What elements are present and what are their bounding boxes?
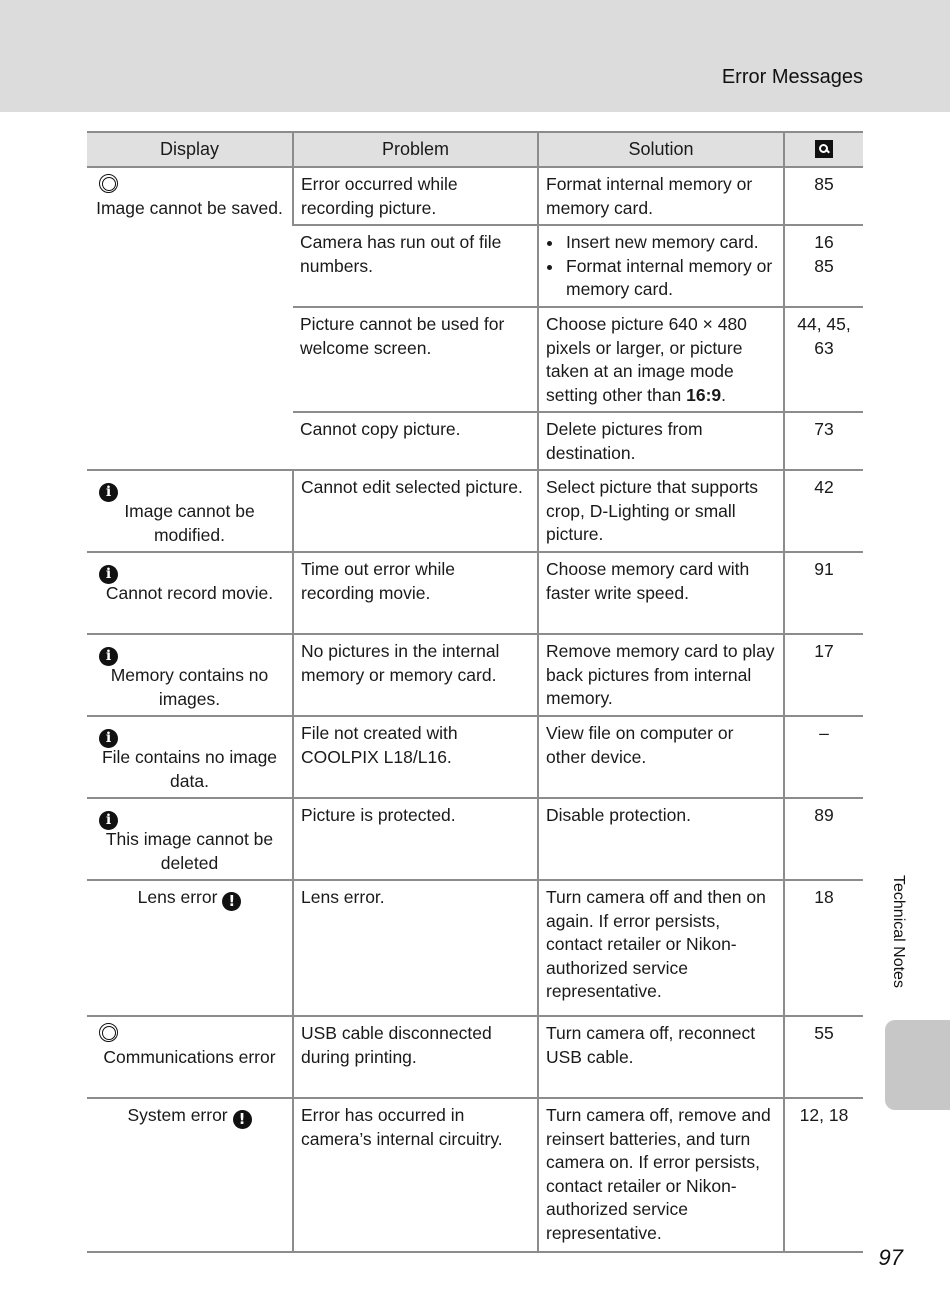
display-cell <box>87 470 293 552</box>
display-message: Cannot record movie. <box>105 583 274 603</box>
solution-cell: Remove memory card to play back pictures from internal memory. <box>538 634 784 716</box>
solution-text-end: . <box>721 384 727 405</box>
solution-cell: Choose memory card with faster write speed. <box>538 552 784 634</box>
table-row <box>87 470 863 552</box>
warning-circle-icon <box>99 1023 118 1042</box>
problem-cell: File not created with COOLPIX L18/L16. <box>293 716 538 798</box>
problem-cell: Cannot copy picture. <box>293 412 538 470</box>
problem-cell: Picture cannot be used for welcome screen. <box>293 307 538 412</box>
image-mode-value: 16:9 <box>686 384 722 405</box>
display-cell <box>87 167 293 470</box>
solution-cell <box>538 225 784 307</box>
page-cell: 55 <box>784 1016 863 1098</box>
page-cell: 44, 45, 63 <box>784 307 863 412</box>
display-message: File contains no image data. <box>101 747 278 791</box>
table-row <box>87 798 863 880</box>
table-row <box>87 634 863 716</box>
page-cell <box>784 225 863 307</box>
solution-cell: Disable protection. <box>538 798 784 880</box>
display-message: This image cannot be deleted <box>105 829 274 873</box>
page-reference-icon <box>815 140 833 158</box>
problem-cell: Picture is protected. <box>293 798 538 880</box>
column-header-problem: Problem <box>293 132 538 167</box>
alert-icon: ! <box>233 1110 252 1129</box>
page-cell: 91 <box>784 552 863 634</box>
page-cell: 73 <box>784 412 863 470</box>
display-cell <box>87 716 293 798</box>
table-row <box>87 167 863 225</box>
display-cell <box>87 552 293 634</box>
section-title: Error Messages <box>721 66 863 88</box>
solution-cell: Delete pictures from destination. <box>538 412 784 470</box>
problem-cell: Lens error. <box>293 880 538 1016</box>
page-ref: 16 <box>814 232 834 252</box>
problem-cell: Error occurred while recording picture. <box>293 167 538 225</box>
display-message: Image cannot be modified. <box>124 501 255 545</box>
info-icon: i <box>99 565 118 584</box>
header-band <box>0 0 950 112</box>
display-cell <box>87 880 293 1016</box>
table-header-row <box>87 132 863 167</box>
table-row <box>87 552 863 634</box>
display-message: System error <box>127 1105 228 1125</box>
display-message: Memory contains no images. <box>110 665 269 709</box>
display-message: Lens error <box>137 887 218 907</box>
table-row <box>87 716 863 798</box>
page-cell: 42 <box>784 470 863 552</box>
solution-cell: Turn camera off, reconnect USB cable. <box>538 1016 784 1098</box>
error-messages-table <box>87 131 863 1253</box>
column-header-solution: Solution <box>538 132 784 167</box>
display-cell <box>87 798 293 880</box>
page-cell: 18 <box>784 880 863 1016</box>
warning-circle-icon <box>99 174 118 193</box>
side-section-label: Technical Notes <box>890 875 907 988</box>
solution-cell: Turn camera off, remove and reinsert batteries, and turn camera on. If error persists, contact retailer or Nikon-authorized service representative. <box>538 1098 784 1252</box>
problem-cell: USB cable disconnected during printing. <box>293 1016 538 1098</box>
solution-cell: Format internal memory or memory card. <box>538 167 784 225</box>
solution-cell: Select picture that supports crop, D-Lighting or small picture. <box>538 470 784 552</box>
page-ref: 85 <box>814 255 834 276</box>
problem-cell: No pictures in the internal memory or memory card. <box>293 634 538 716</box>
alert-icon: ! <box>222 892 241 911</box>
solution-bullet: • Format internal memory or memory card. <box>564 255 776 302</box>
page-cell: 12, 18 <box>784 1098 863 1252</box>
info-icon: i <box>99 483 118 502</box>
info-icon: i <box>99 811 118 830</box>
solution-cell <box>538 307 784 412</box>
solution-text: Choose picture 640 × 480 pixels or larger, or picture taken at an image mode setting other than <box>546 314 747 405</box>
table-row <box>87 1016 863 1098</box>
page-cell: – <box>784 716 863 798</box>
column-header-display: Display <box>87 132 293 167</box>
solution-bullet: • Insert new memory card. <box>564 231 776 255</box>
display-cell <box>87 634 293 716</box>
problem-cell: Camera has run out of file numbers. <box>293 225 538 307</box>
column-header-page <box>784 132 863 167</box>
page-number: 97 <box>878 1245 903 1270</box>
page-cell: 89 <box>784 798 863 880</box>
problem-cell: Time out error while recording movie. <box>293 552 538 634</box>
solution-cell: View file on computer or other device. <box>538 716 784 798</box>
page-cell: 17 <box>784 634 863 716</box>
problem-cell: Error has occurred in camera’s internal circuitry. <box>293 1098 538 1252</box>
table-row <box>87 880 863 1016</box>
info-icon: i <box>99 729 118 748</box>
page-cell: 85 <box>784 167 863 225</box>
display-cell <box>87 1098 293 1252</box>
info-icon: i <box>99 647 118 666</box>
side-thumb-tab <box>885 1020 950 1110</box>
display-message: Communications error <box>103 1047 276 1067</box>
solution-cell: Turn camera off and then on again. If error persists, contact retailer or Nikon-authorized service representative. <box>538 880 784 1016</box>
display-cell <box>87 1016 293 1098</box>
table-row <box>87 1098 863 1252</box>
display-message: Image cannot be saved. <box>96 198 283 218</box>
problem-cell: Cannot edit selected picture. <box>293 470 538 552</box>
